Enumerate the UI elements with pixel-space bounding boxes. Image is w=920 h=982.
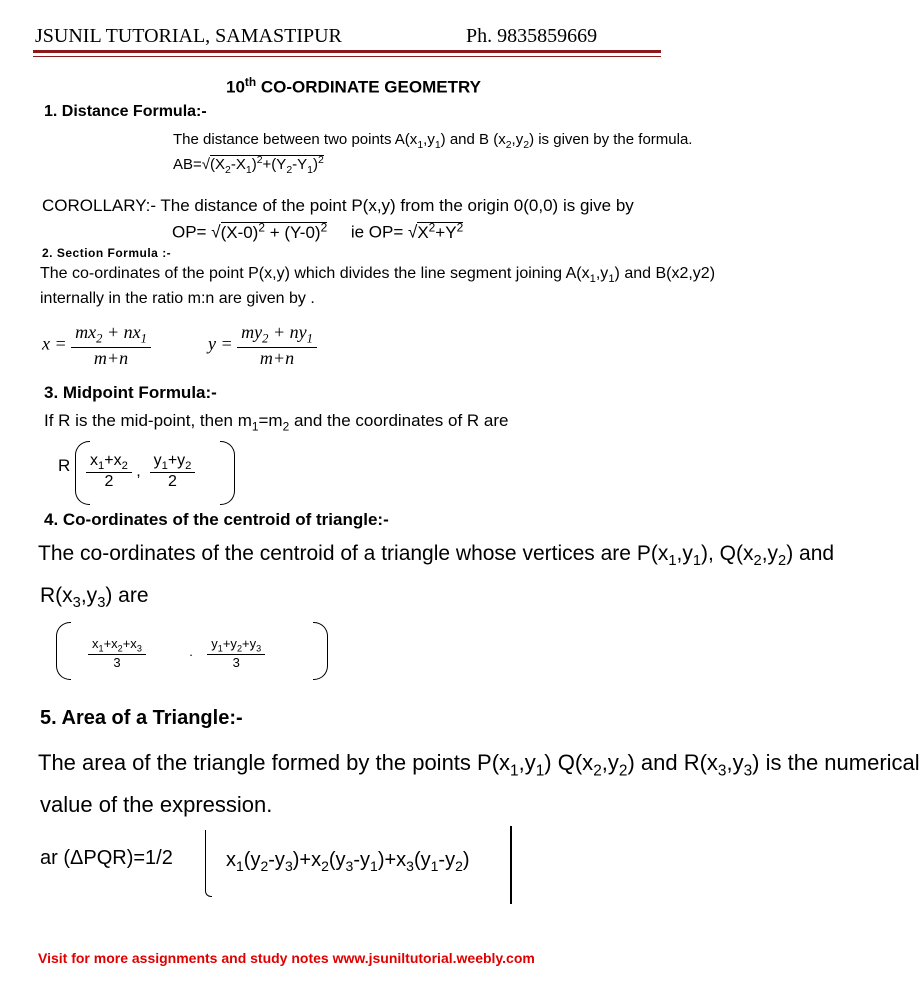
area-sentence-2: value of the expression. <box>40 792 273 817</box>
centroid-bracket-left <box>56 622 71 680</box>
section-sentence-2: internally in the ratio m:n are given by . <box>40 290 315 307</box>
midpoint-formula: $\frac{x_1+x_2}{2}$ , $\frac{y_1+y_2}{2}$ <box>86 452 195 491</box>
distance-sentence: The distance between two points $A(x_1,y_1)$ and B $(x_2,y_2)$ is given by the formula. <box>173 131 693 151</box>
midpoint-bracket-right <box>220 441 235 505</box>
section-formula-y: y = $\frac{my_2 + ny_1}{m+n}$ <box>208 322 317 369</box>
area-bar-left <box>205 830 212 897</box>
centroid-bracket-right <box>313 622 328 680</box>
header-rule-thick <box>33 50 661 53</box>
section-sentence-1: The co-ordinates of the point P(x,y) which divides the line segment joining $A(x_1,y_1)$ and B(x2,y2) <box>40 265 716 286</box>
area-label: ar (ΔPQR)=1/2 <box>40 847 173 869</box>
corollary-text: COROLLARY:- The distance of the point P(x,y) from the origin 0(0,0) is give by <box>42 196 634 215</box>
corollary-formula: $OP= √(X-0)^2 + (Y-0)^2$ ie $OP= √X^2+Y^2$ <box>172 220 464 242</box>
centroid-sentence-1: The co-ordinates of the centroid of a triangle whose vertices are $P(x_1,y_1)$, $Q(x_2,y_2)$ and <box>38 542 835 570</box>
section-formula-x: x = $\frac{mx_2 + nx_1}{m+n}$ <box>42 322 151 369</box>
header-left: JSUNIL TUTORIAL, SAMASTIPUR <box>35 25 342 47</box>
area-sentence-1: The area of the triangle formed by the points $P(x_1,y_1)$ $Q(x_2,y_2)$ and $R(x_3,y_3)$ is the numerical <box>38 750 920 780</box>
centroid-sentence-2: $R(x_3,y_3)$ are <box>40 584 149 612</box>
section-5-heading: 5. Area of a Triangle:- <box>40 707 243 729</box>
section-4-heading: 4. Co-ordinates of the centroid of triangle:- <box>44 510 389 529</box>
centroid-formula: $\frac{x_1+x_2+x_3}{3}$ . $\frac{y_1+y_2+y_3}{3}$ <box>88 636 265 670</box>
midpoint-r: R <box>58 456 71 475</box>
area-bar-right <box>510 826 512 904</box>
section-3-heading: 3. Midpoint Formula:- <box>44 383 217 402</box>
header-right: Ph. 9835859669 <box>466 25 598 47</box>
midpoint-sentence: If R is the mid-point, then $m_1=m_2$ and the coordinates of R are <box>44 411 509 434</box>
footer-link[interactable]: Visit for more assignments and study notes www.jsuniltutorial.weebly.com <box>38 950 535 966</box>
header-rule-thin <box>33 56 661 57</box>
section-1-heading: 1. Distance Formula:- <box>44 103 207 120</box>
distance-formula: $AB=√(X_2-X_1)^2+(Y_2-Y_1)^2$ <box>173 154 324 176</box>
page-title: 10th CO-ORDINATE GEOMETRY <box>226 75 481 97</box>
area-formula: $x_1(y_2-y_3)+x_2(y_3-y_1)+x_3(y_1-y_2)$ <box>226 849 470 874</box>
section-2-heading: 2. Section Formula :- <box>42 246 172 260</box>
